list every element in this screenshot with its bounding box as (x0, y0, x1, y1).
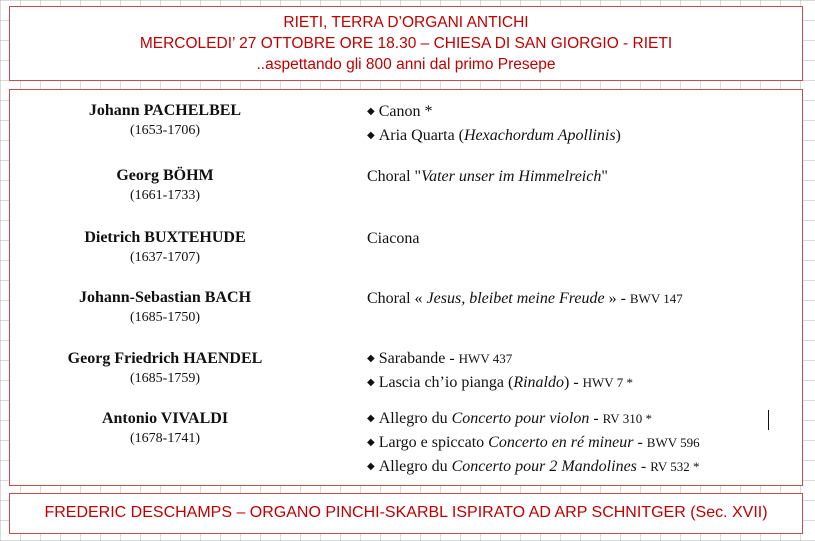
composer-name: Antonio VIVALDI (101, 410, 229, 427)
header-date-venue: MERCOLEDI’ 27 OTTOBRE ORE 18.30 – CHIESA DI SAN GIORGIO - RIETI (139, 35, 673, 52)
work-item: ◆ Aria Quarta (Hexachordum Apollinis) (367, 127, 621, 144)
work-item: ◆ Allegro du Concerto pour 2 Mandolines - RV 532 * (367, 458, 700, 475)
composer-name: Johann-Sebastian BACH (78, 289, 252, 306)
performer-text: FREDERIC DESCHAMPS – ORGANO PINCHI-SKARBL ISPIRATO AD ARP SCHNITGER (Sec. XVII) (44, 504, 768, 521)
works-pachelbel (367, 101, 621, 149)
header-title: RIETI, TERRA D’ORGANI ANTICHI (283, 14, 529, 31)
works-haendel (367, 348, 633, 396)
work-item: ◆ Largo e spiccato Concerto en ré mineur - BWV 596 (367, 434, 700, 451)
work-item: ◆ Canon * (367, 103, 433, 120)
performer-footer (9, 493, 803, 534)
work-item: Ciacona (367, 230, 420, 247)
header-subtitle: ..aspettando gli 800 anni dal primo Presepe (256, 56, 556, 73)
composer-name: Georg BÖHM (116, 167, 214, 184)
work-item: Choral "Vater unser im Himmelreich" (367, 168, 608, 185)
bullet-diamond-icon: ◆ (367, 106, 375, 117)
works-buxtehude (367, 228, 419, 250)
bullet-diamond-icon: ◆ (367, 437, 375, 448)
bullet-diamond-icon: ◆ (367, 130, 375, 141)
composer-bach (30, 288, 300, 328)
text-cursor (768, 410, 769, 430)
work-item: Choral « Jesus, bleibet meine Freude » - BWV 147 (367, 290, 683, 307)
work-item: ◆ Sarabande - HWV 437 (367, 350, 513, 367)
bullet-diamond-icon: ◆ (367, 377, 375, 388)
composer-dates: (1661-1733) (130, 188, 200, 203)
bullet-diamond-icon: ◆ (367, 353, 375, 364)
composer-pachelbel (30, 101, 300, 141)
composer-dates: (1678-1741) (130, 431, 200, 446)
concert-header (9, 6, 803, 81)
composer-name: Georg Friedrich HAENDEL (67, 350, 263, 367)
composer-haendel (30, 349, 300, 389)
works-bach (367, 288, 683, 310)
works-vivaldi (367, 408, 700, 480)
composer-dates: (1637-1707) (130, 250, 200, 265)
composer-name: Dietrich BUXTEHUDE (84, 229, 246, 246)
composer-name: Johann PACHELBEL (88, 102, 242, 119)
bullet-diamond-icon: ◆ (367, 461, 375, 472)
program-list (9, 89, 803, 486)
composer-dates: (1653-1706) (130, 123, 200, 138)
composer-buxtehude (30, 228, 300, 268)
composer-bohm (30, 166, 300, 206)
composer-vivaldi (30, 409, 300, 449)
composer-dates: (1685-1750) (130, 310, 200, 325)
work-item: ◆ Lascia ch’io pianga (Rinaldo) - HWV 7 * (367, 374, 633, 391)
works-bohm (367, 166, 608, 188)
bullet-diamond-icon: ◆ (367, 413, 375, 424)
composer-dates: (1685-1759) (130, 371, 200, 386)
work-item: ◆ Allegro du Concerto pour violon - RV 310 * (367, 410, 652, 427)
